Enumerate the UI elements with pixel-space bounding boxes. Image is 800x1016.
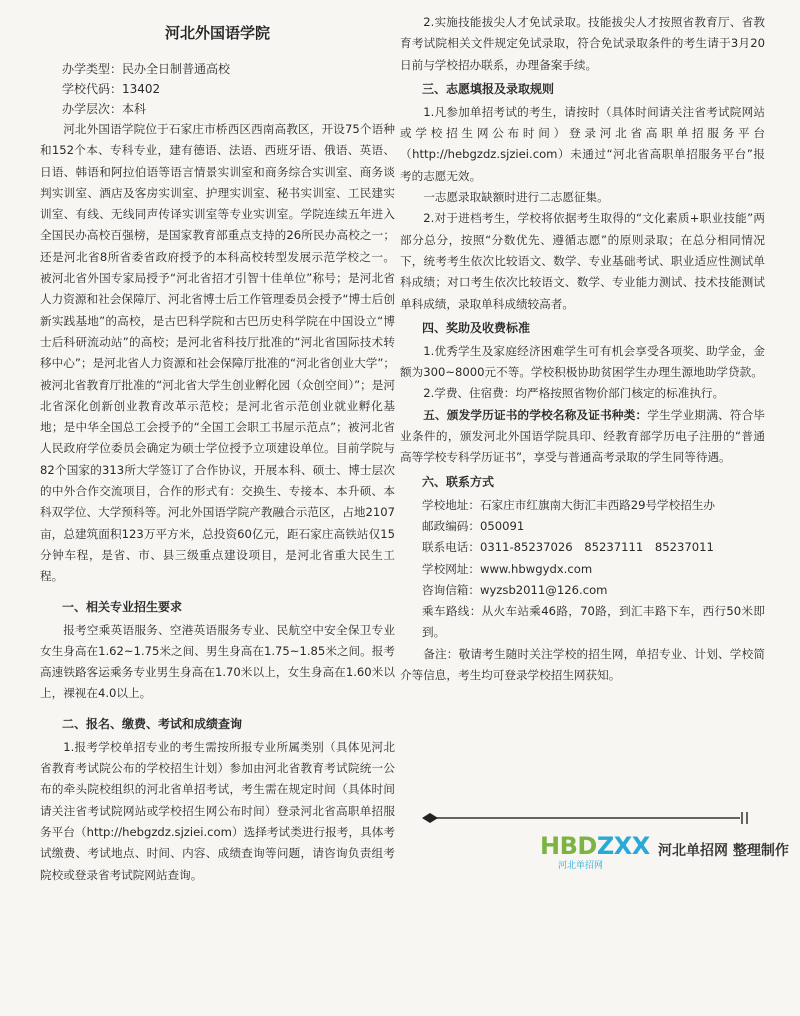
logo-subtitle: 河北单招网 — [558, 861, 604, 871]
contact-address: 学校地址：石家庄市红旗南大街汇丰西路29号学校招生办 — [422, 497, 716, 512]
logo-caption: 河北单招网 整理制作 — [658, 843, 789, 859]
left-column — [40, 0, 395, 886]
watermark-logo — [540, 832, 790, 872]
contact-postcode: 邮政编码：050091 — [422, 518, 525, 533]
school-level: 办学层次：本科 — [62, 102, 147, 116]
decorative-divider — [420, 810, 755, 826]
school-type: 办学类型：民办全日制普通高校 — [62, 62, 231, 76]
contact-block — [400, 495, 765, 644]
section-1-heading: 一、相关专业招生要求 — [62, 599, 183, 614]
section-3-heading: 三、志愿填报及录取规则 — [422, 81, 555, 96]
contact-route: 乘车路线：从火车站乘46路，70路，到汇丰路下车，西行50米即到。 — [422, 604, 765, 640]
contact-email[interactable]: 咨询信箱：wyzsb2011@126.com — [422, 582, 608, 597]
section-5-heading: 五、颁发学历证书的学校名称及证书种类： — [423, 407, 648, 422]
section-1-text: 报考空乘英语服务、空港英语服务专业、民航空中安全保卫专业女生身高在1.62~1.75米之间、男生身高在1.75~1.85米之间。报考高速铁路客运乘务专业男生身高在1.70米以上，女生身高在1.60米以上，裸视在4.0以上。 — [40, 622, 395, 701]
section-3-item-2: 2.对于进档考生，学校将依据考生取得的“文化素质+职业技能”两部分总分，按照“分数优先、遵循志愿”的原则录取；在总分相同情况下，统考考生依次比较语文、数学、专业基础考试、职业适应性测试单科成绩；对口考生依次比较语文、数学、专业能力测试、技术技能测试单科成绩，录取单科成绩较高者。 — [400, 211, 765, 311]
remark-paragraph: 备注：敬请考生随时关注学校的招生网，单招专业、计划、学校简介等信息，考生均可登录学校招生网获知。 — [400, 646, 765, 683]
section-2-text: 1.报考学校单招专业的考生需按所报专业所属类别（具体见河北省教育考试院公布的学校招生计划）参加由河北省教育考试院统一公布的牵头院校组织的河北省单招考试，考生需在规定时间（具体时间请关注省考试院网站或学校招生网公布时间）登录河北省高职单招服务平台（http://hebgzdz.sjziei.com）选择考试类进行报考，具体考试缴费、考试地点、时间、内容、成绩查询等问题，请咨询负责组考院校或登录省考试院网站查询。 — [40, 739, 395, 882]
section-4-item-2: 2.学费、住宿费：均严格按照省物价部门核定的标准执行。 — [423, 386, 725, 401]
intro-paragraph: 河北外国语学院位于石家庄市桥西区西南高教区，开设75个语种和152个本、专科专业，建有德语、法语、西班牙语、俄语、英语、日语、韩语和阿拉伯语等语言情景实训室和商务综合实训室、商务谈判实训室、酒店及客房实训室、护理实训室、秘书实训室、工民建实训室、有线、无线同声传译实训室等专业实训室。学院连续五年进入全国民办高校百强榜，是国家教育部重点支持的26所民办高校之一；还是河北省8所省委省政府授予的本科高校转型发展示范学校之一。被河北省外国专家局授予“河北省招才引智十佳单位”称号；是河北省人力资源和社会保障厅、河北省博士后工作管理委员会授予“博士后创新实践基地”的高校，是古巴科学院和古巴历史科学院在中国设立“博士后科研流动站”的高校；是河北省科技厅批准的“河北省国际技术转移中心”；是河北省人力资源和社会保障厅批准的“河北省创业大学”；被河北省教育厅批准的“河北省大学生创业孵化园（众创空间）”；是河北省深化创新创业教育改革示范校；是河北省示范创业就业孵化基地；是中华全国总工会授予的“全国工会职工书屋示范点”；被河北省人民政府学位委员会确定为硕士学位授予立项建设单位。目前学院与82个国家的313所大学签订了合作协议，开展本科、硕士、博士层次的中外合作交流项目，合作的形式有：交换生、专接本、本升硕、本科双学位、大学预科等。河北外国语学院产教融合示范区，占地2107亩，总建筑面积123万平方米，总投资60亿元，距石家庄高铁站仅15分钟车程，是省、市、县三级重点建设项目，是河北省重大民生工程。 — [40, 122, 395, 584]
contact-phone: 联系电话：0311-85237026 85237111 85237011 — [422, 540, 714, 555]
section-5-paragraph — [400, 405, 765, 469]
section-3-item-1: 1.凡参加单招考试的考生，请按时（具体时间请关注省考试院网站或学校招生网公布时间）登录河北省高职单招服务平台（http://hebgzdz.sjziei.com）未通过“河北省高职单招服务平台”报考的志愿无效。 — [400, 104, 765, 183]
section-6-heading: 六、联系方式 — [422, 474, 495, 489]
section-3-note: 一志愿录取缺额时进行二志愿征集。 — [423, 190, 609, 205]
section-2-heading: 二、报名、缴费、考试和成绩查询 — [62, 716, 243, 731]
section-5-text: 学生学业期满、符合毕业条件的，颁发河北外国语学院具印、经教育部学历电子注册的“普通高等学校专科学历证书”，享受与普通高考录取的学生同等待遇。 — [400, 407, 765, 465]
section-4-item-1: 1.优秀学生及家庭经济困难学生可有机会享受各项奖、助学金，金额为300~8000元不等。学校积极协助贫困学生办理生源地助学贷款。 — [400, 343, 765, 380]
page-title: 河北外国语学院 — [164, 24, 270, 42]
school-code: 学校代码：13402 — [62, 82, 161, 96]
contact-website[interactable]: 学校网址：www.hbwgydx.com — [422, 561, 593, 576]
logo-mark: HBDZXX — [540, 832, 650, 860]
right-column — [400, 12, 765, 686]
section-2-item-2: 2.实施技能拔尖人才免试录取。技能拔尖人才按照省教育厅、省教育考试院相关文件规定免试录取，符合免试录取条件的考生请于3月20日前与学校招办联系，办理备案手续。 — [400, 15, 765, 72]
section-4-heading: 四、奖助及收费标准 — [422, 320, 531, 335]
